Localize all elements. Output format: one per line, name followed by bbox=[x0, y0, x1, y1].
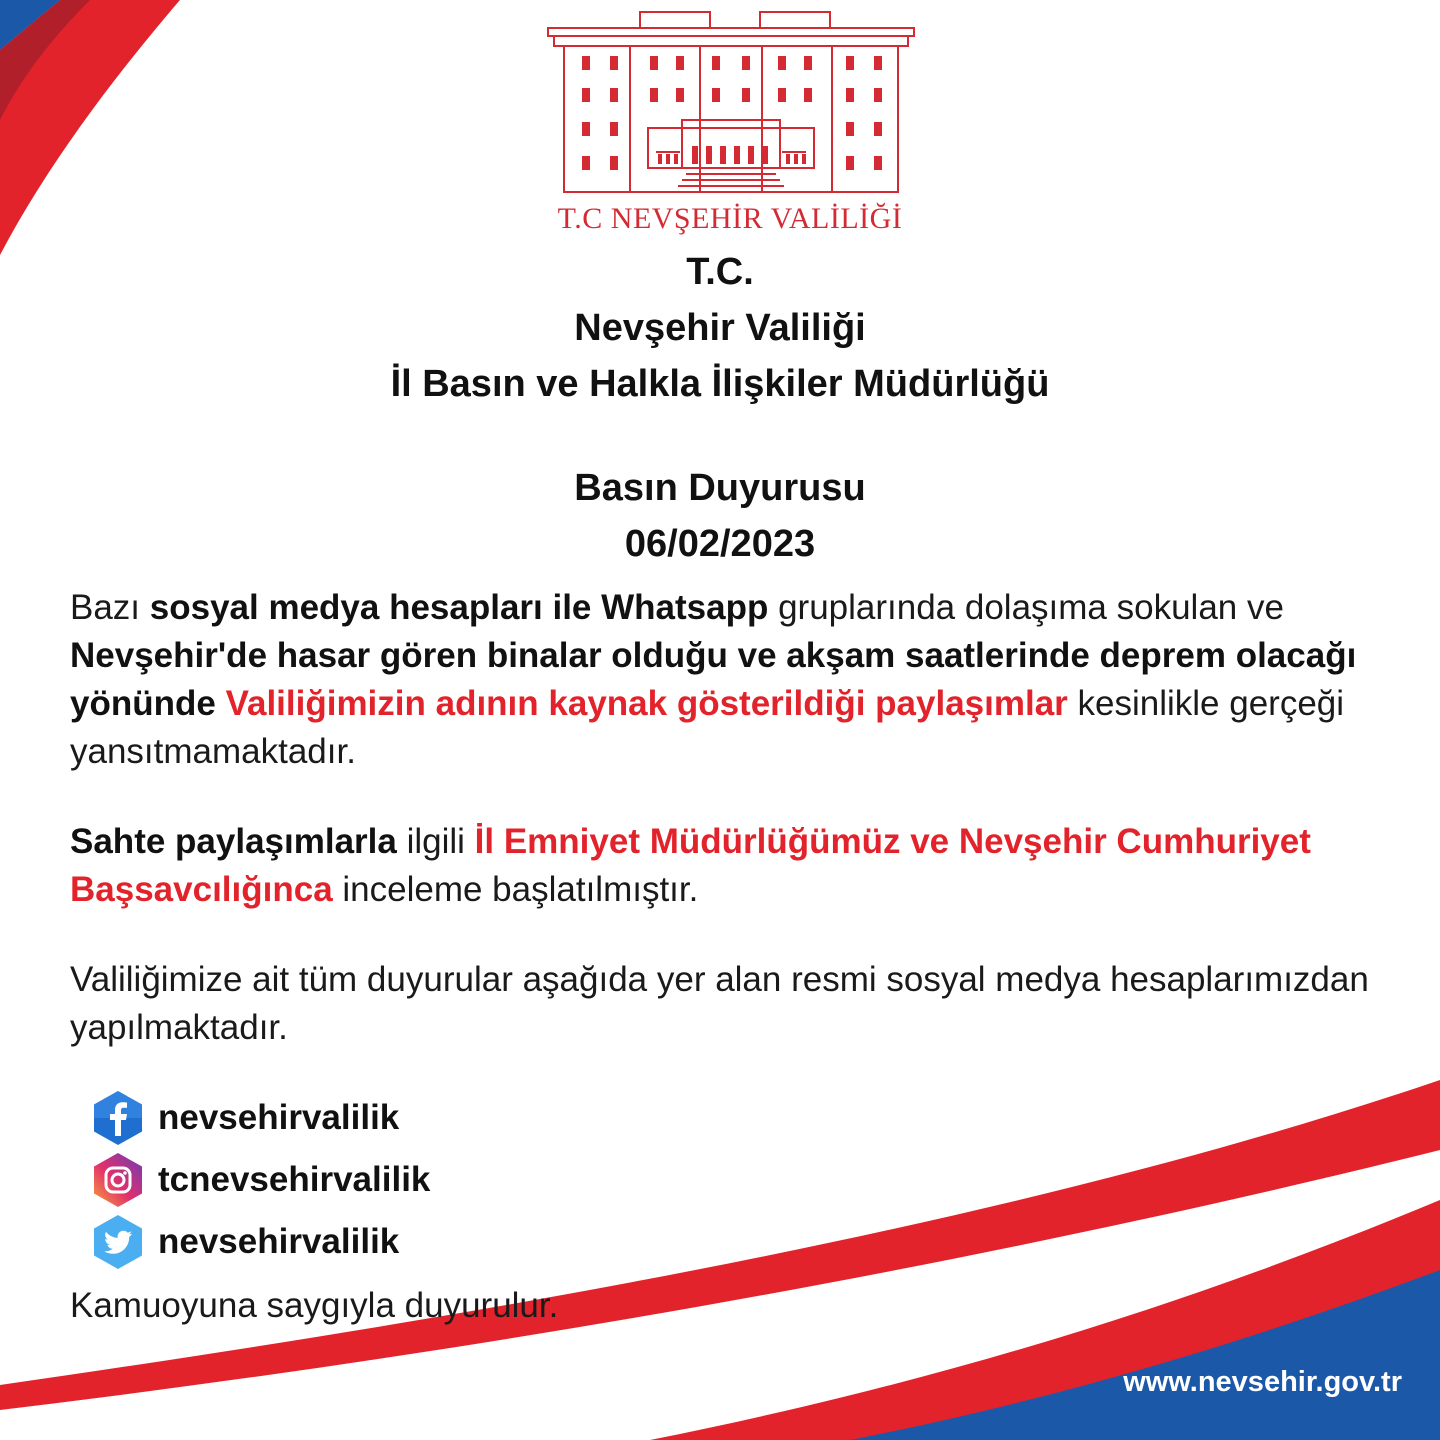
p1-red-highlight: Valiliğimizin adının kaynak gösterildiği paylaşımlar bbox=[225, 684, 1068, 723]
twitter-icon bbox=[90, 1214, 146, 1270]
instagram-icon bbox=[90, 1152, 146, 1208]
closing-statement: Kamuoyuna saygıyla duyurulur. bbox=[70, 1286, 559, 1325]
header-line-valilik: Nevşehir Valiliği bbox=[574, 307, 866, 349]
p2-text-1: ilgili bbox=[396, 822, 475, 861]
p1-text-1: Bazı bbox=[70, 588, 150, 627]
valilik-logo bbox=[540, 6, 920, 242]
instagram-handle: tcnevsehirvalilik bbox=[158, 1160, 431, 1199]
website-url[interactable]: www.nevsehir.gov.tr bbox=[1123, 1366, 1402, 1398]
p2-red-highlight: İl Emniyet Müdürlüğümüz ve Nevşehir Cumhuriyet Başsavcılığınca bbox=[70, 822, 1311, 909]
p1-text-2: gruplarında dolaşıma sokulan ve bbox=[768, 588, 1284, 627]
governorship-building-icon bbox=[540, 6, 920, 202]
p1-bold-claims: Nevşehir'de hasar gören binalar olduğu ve akşam saatlerinde deprem olacağı yönünde bbox=[70, 636, 1357, 723]
twitter-handle: nevsehirvalilik bbox=[158, 1222, 400, 1261]
paragraph-fake-posts bbox=[70, 584, 1390, 776]
paragraph-investigation bbox=[70, 818, 1390, 914]
p2-text-2: inceleme başlatılmıştır. bbox=[332, 870, 699, 909]
organization-header bbox=[0, 244, 1440, 412]
paragraph-official-accounts: Valiliğimize ait tüm duyurular aşağıda yer alan resmi sosyal medya hesaplarımızdan yapılmaktadır. bbox=[70, 960, 1369, 1047]
press-announcement-title bbox=[0, 460, 1440, 572]
p1-bold-social-media: sosyal medya hesapları ile Whatsapp bbox=[149, 588, 769, 627]
facebook-handle: nevsehirvalilik bbox=[158, 1098, 400, 1137]
header-line-tc: T.C. bbox=[686, 251, 754, 293]
p1-text-3: kesinlikle gerçeği yansıtmamaktadır. bbox=[70, 684, 1345, 771]
facebook-icon bbox=[90, 1090, 146, 1146]
p1-space bbox=[216, 684, 226, 723]
announcement-title: Basın Duyurusu bbox=[574, 467, 866, 509]
logo-caption: T.C NEVŞEHİR VALİLİĞİ bbox=[557, 202, 903, 235]
header-line-mudurluk: İl Basın ve Halkla İlişkiler Müdürlüğü bbox=[390, 363, 1050, 405]
announcement-date: 06/02/2023 bbox=[624, 523, 816, 565]
p2-bold-fake-posts: Sahte paylaşımlarla bbox=[70, 822, 397, 861]
